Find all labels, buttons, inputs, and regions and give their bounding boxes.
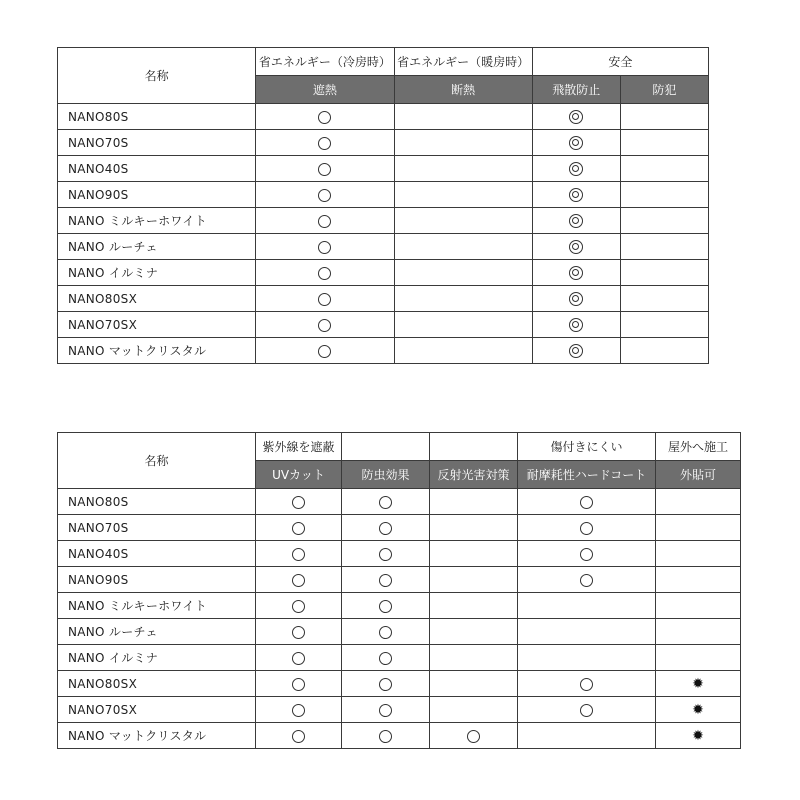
sun-mark-icon: ✹ (692, 701, 704, 718)
feature-cell (256, 312, 394, 338)
table-row (58, 286, 709, 312)
column-header: 耐摩耗性ハードコート (518, 461, 656, 489)
feature-cell (518, 619, 656, 645)
circle-mark-icon (580, 574, 593, 587)
circle-mark-icon (580, 704, 593, 717)
group-header: 安全 (532, 48, 708, 76)
feature-cell (256, 182, 394, 208)
group-header (430, 433, 518, 461)
feature-cell (656, 671, 741, 697)
feature-cell (256, 286, 394, 312)
feature-cell (430, 697, 518, 723)
feature-cell (256, 593, 342, 619)
feature-cell (394, 286, 532, 312)
feature-cell (532, 286, 620, 312)
feature-cell (342, 697, 430, 723)
feature-cell (656, 567, 741, 593)
product-name: NANO80S (58, 104, 256, 130)
feature-cell (256, 619, 342, 645)
product-name: NANO ルーチェ (58, 619, 256, 645)
table-row (58, 515, 741, 541)
product-name: NANO マットクリスタル (58, 338, 256, 364)
double-circle-mark-icon (569, 162, 583, 176)
feature-cell (256, 515, 342, 541)
circle-mark-icon (292, 574, 305, 587)
feature-cell (532, 234, 620, 260)
feature-cell (518, 541, 656, 567)
feature-cell (342, 723, 430, 749)
feature-cell (620, 312, 708, 338)
group-header: 傷付きにくい (518, 433, 656, 461)
circle-mark-icon (292, 496, 305, 509)
circle-mark-icon (292, 730, 305, 743)
feature-cell (532, 104, 620, 130)
circle-mark-icon (379, 626, 392, 639)
column-header: 防虫効果 (342, 461, 430, 489)
product-name: NANO ミルキーホワイト (58, 208, 256, 234)
product-name: NANO70S (58, 130, 256, 156)
circle-mark-icon (379, 522, 392, 535)
circle-mark-icon (318, 241, 331, 254)
feature-cell (394, 234, 532, 260)
circle-mark-icon (580, 522, 593, 535)
table-row (58, 312, 709, 338)
circle-mark-icon (292, 704, 305, 717)
table-row (58, 208, 709, 234)
group-header (342, 433, 430, 461)
feature-cell (532, 182, 620, 208)
product-name: NANO70S (58, 515, 256, 541)
circle-mark-icon (379, 574, 392, 587)
feature-cell (256, 260, 394, 286)
feature-cell (394, 312, 532, 338)
table-row (58, 567, 741, 593)
feature-cell (656, 697, 741, 723)
feature-cell (518, 645, 656, 671)
feature-cell (256, 130, 394, 156)
name-column-header: 名称 (58, 48, 256, 104)
feature-cell (656, 723, 741, 749)
table-row (58, 645, 741, 671)
feature-cell (394, 104, 532, 130)
header-group-row (58, 48, 709, 76)
group-header: 省エネルギー（暖房時） (394, 48, 532, 76)
spec-table-uv-durability (57, 432, 741, 749)
feature-cell (256, 723, 342, 749)
product-name: NANO マットクリスタル (58, 723, 256, 749)
group-header: 屋外へ施工 (656, 433, 741, 461)
feature-cell (256, 489, 342, 515)
circle-mark-icon (318, 293, 331, 306)
circle-mark-icon (292, 548, 305, 561)
feature-cell (518, 697, 656, 723)
header-group-row (58, 433, 741, 461)
double-circle-mark-icon (569, 266, 583, 280)
table-row (58, 182, 709, 208)
table-row (58, 338, 709, 364)
feature-cell (430, 541, 518, 567)
feature-cell (656, 515, 741, 541)
circle-mark-icon (318, 345, 331, 358)
feature-cell (256, 104, 394, 130)
circle-mark-icon (292, 652, 305, 665)
feature-cell (518, 671, 656, 697)
feature-cell (430, 645, 518, 671)
circle-mark-icon (379, 600, 392, 613)
feature-cell (518, 489, 656, 515)
feature-cell (620, 234, 708, 260)
circle-mark-icon (580, 678, 593, 691)
circle-mark-icon (292, 600, 305, 613)
feature-cell (394, 260, 532, 286)
circle-mark-icon (379, 548, 392, 561)
product-name: NANO80S (58, 489, 256, 515)
circle-mark-icon (318, 189, 331, 202)
feature-cell (532, 208, 620, 234)
group-header: 省エネルギー（冷房時） (256, 48, 394, 76)
table-row (58, 671, 741, 697)
feature-cell (342, 567, 430, 593)
double-circle-mark-icon (569, 240, 583, 254)
table-row (58, 723, 741, 749)
table-row (58, 619, 741, 645)
table-row (58, 234, 709, 260)
feature-cell (656, 645, 741, 671)
feature-cell (620, 208, 708, 234)
feature-cell (532, 156, 620, 182)
name-column-header: 名称 (58, 433, 256, 489)
double-circle-mark-icon (569, 214, 583, 228)
table-row (58, 697, 741, 723)
double-circle-mark-icon (569, 318, 583, 332)
feature-cell (256, 338, 394, 364)
table-row (58, 130, 709, 156)
table-row (58, 541, 741, 567)
sun-mark-icon: ✹ (692, 727, 704, 744)
product-name: NANO90S (58, 182, 256, 208)
feature-cell (620, 130, 708, 156)
double-circle-mark-icon (569, 136, 583, 150)
group-header: 紫外線を遮蔽 (256, 433, 342, 461)
column-header: 外貼可 (656, 461, 741, 489)
circle-mark-icon (318, 163, 331, 176)
feature-cell (342, 619, 430, 645)
product-name: NANO70SX (58, 312, 256, 338)
feature-cell (256, 234, 394, 260)
circle-mark-icon (318, 215, 331, 228)
feature-cell (430, 489, 518, 515)
feature-cell (342, 671, 430, 697)
circle-mark-icon (379, 678, 392, 691)
circle-mark-icon (580, 548, 593, 561)
feature-cell (394, 130, 532, 156)
spec-table-energy-safety (57, 47, 709, 364)
feature-cell (532, 338, 620, 364)
feature-cell (620, 182, 708, 208)
feature-cell (430, 723, 518, 749)
circle-mark-icon (379, 496, 392, 509)
product-name: NANO ルーチェ (58, 234, 256, 260)
circle-mark-icon (379, 652, 392, 665)
feature-cell (430, 593, 518, 619)
feature-cell (620, 156, 708, 182)
product-name: NANO40S (58, 156, 256, 182)
feature-cell (394, 156, 532, 182)
table-row (58, 156, 709, 182)
feature-cell (342, 593, 430, 619)
feature-cell (430, 515, 518, 541)
feature-cell (620, 260, 708, 286)
feature-cell (256, 697, 342, 723)
feature-cell (656, 541, 741, 567)
double-circle-mark-icon (569, 188, 583, 202)
feature-cell (342, 515, 430, 541)
product-name: NANO80SX (58, 286, 256, 312)
feature-cell (394, 208, 532, 234)
table-row (58, 489, 741, 515)
product-name: NANO ミルキーホワイト (58, 593, 256, 619)
feature-cell (256, 208, 394, 234)
feature-cell (532, 130, 620, 156)
circle-mark-icon (379, 730, 392, 743)
feature-cell (656, 593, 741, 619)
product-name: NANO70SX (58, 697, 256, 723)
feature-cell (256, 671, 342, 697)
column-header: 反射光害対策 (430, 461, 518, 489)
column-header: 断熱 (394, 76, 532, 104)
feature-cell (656, 489, 741, 515)
product-name: NANO80SX (58, 671, 256, 697)
circle-mark-icon (379, 704, 392, 717)
feature-cell (518, 567, 656, 593)
feature-cell (532, 312, 620, 338)
column-header: 防犯 (620, 76, 708, 104)
circle-mark-icon (318, 267, 331, 280)
feature-cell (256, 645, 342, 671)
circle-mark-icon (467, 730, 480, 743)
feature-cell (532, 260, 620, 286)
feature-cell (394, 182, 532, 208)
feature-cell (620, 286, 708, 312)
double-circle-mark-icon (569, 110, 583, 124)
column-header: UVカット (256, 461, 342, 489)
feature-cell (342, 541, 430, 567)
circle-mark-icon (580, 496, 593, 509)
circle-mark-icon (318, 319, 331, 332)
product-name: NANO40S (58, 541, 256, 567)
feature-cell (394, 338, 532, 364)
feature-cell (430, 619, 518, 645)
circle-mark-icon (318, 111, 331, 124)
feature-cell (256, 567, 342, 593)
table-row (58, 593, 741, 619)
feature-cell (342, 489, 430, 515)
column-header: 飛散防止 (532, 76, 620, 104)
circle-mark-icon (292, 522, 305, 535)
feature-cell (518, 515, 656, 541)
product-name: NANO イルミナ (58, 645, 256, 671)
feature-cell (518, 593, 656, 619)
feature-cell (620, 338, 708, 364)
feature-cell (430, 567, 518, 593)
feature-cell (256, 156, 394, 182)
double-circle-mark-icon (569, 292, 583, 306)
feature-cell (430, 671, 518, 697)
feature-cell (256, 541, 342, 567)
feature-cell (342, 645, 430, 671)
circle-mark-icon (292, 626, 305, 639)
product-name: NANO イルミナ (58, 260, 256, 286)
column-header: 遮熱 (256, 76, 394, 104)
table-row (58, 260, 709, 286)
double-circle-mark-icon (569, 344, 583, 358)
circle-mark-icon (292, 678, 305, 691)
product-name: NANO90S (58, 567, 256, 593)
feature-cell (656, 619, 741, 645)
feature-cell (518, 723, 656, 749)
feature-cell (620, 104, 708, 130)
circle-mark-icon (318, 137, 331, 150)
table-row (58, 104, 709, 130)
sun-mark-icon: ✹ (692, 675, 704, 692)
